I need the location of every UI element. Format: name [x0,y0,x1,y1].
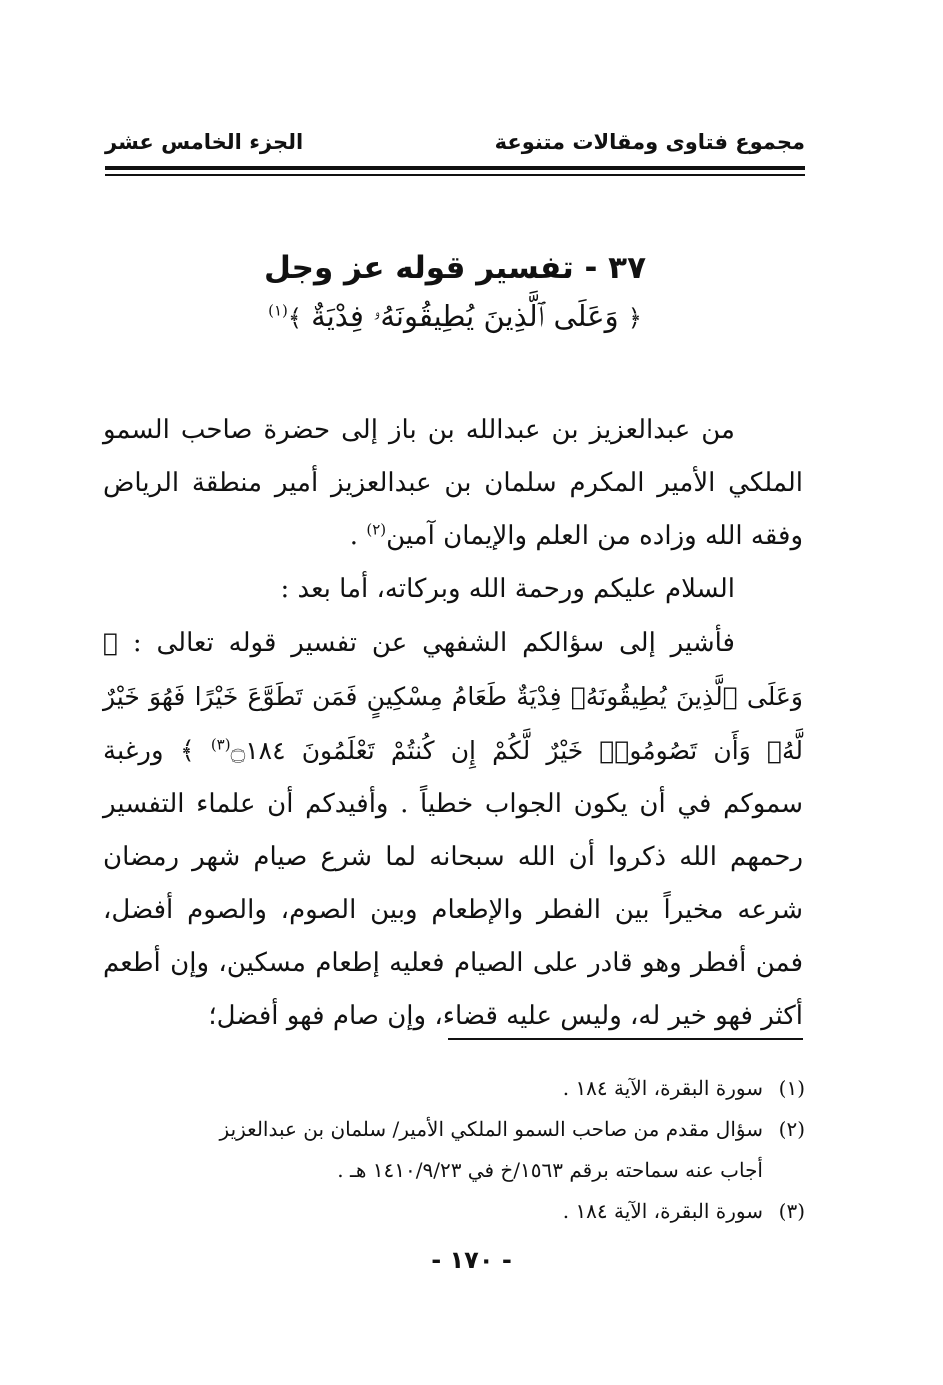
ornate-bracket-open: ﴿ [627,304,642,332]
footnote-text: سؤال مقدم من صاحب السمو الملكي الأمير/ سلمان بن عبدالعزيز [219,1117,763,1141]
footnote-marker: (٢) [366,520,387,539]
footnote [105,1191,805,1232]
quran-verse: وَعَلَى ٱلَّذِينَ يُطِيقُونَهُۥ فِدْيَةٌ طَعَامُ مِسْكِينٍ فَمَن تَطَوَّعَ خَيْرًا فَهُوَ خَيْرٌ لَّهُۥ وَأَن تَصُومُوا۟ خَيْرٌ لَّكُمْ إِن كُنتُمْ تَعْلَمُونَ [103,682,803,765]
footnote-text: أجاب عنه سماحته برقم ١٥٦٣/خ في ١٤١٠/٩/٢٣ هـ . [337,1158,763,1182]
title-verse [105,292,805,342]
ornate-bracket-close: ﴾ [287,304,302,332]
footnote [105,1068,805,1109]
title-verse-text: وَعَلَى ٱلَّذِينَ يُطِيقُونَهُۥ فِدْيَةٌ [311,299,619,333]
footnote-number: (٣) [778,1199,805,1223]
page-number: - ١٧٠ - [431,1246,512,1274]
footnote-text: سورة البقرة، الآية ١٨٤ . [562,1076,763,1100]
footnote-text: سورة البقرة، الآية ١٨٤ . [562,1199,763,1223]
header-rule [105,166,805,170]
footnote-marker: (٣) [210,735,231,754]
paragraph: السلام عليكم ورحمة الله وبركاته، أما بعد : [280,574,735,604]
running-header [105,122,805,162]
book-title: مجموع فتاوى ومقالات متنوعة [494,130,805,154]
body-text [103,404,803,1043]
ornate-bracket-open: ﴿ [103,628,119,657]
paragraph [103,404,803,563]
paragraph [103,616,803,1043]
section-heading: ٣٧ - تفسير قوله عز وجل [263,250,647,286]
paragraph-text: ورغبة سموكم في أن يكون الجواب خطياً . وأفيدكم أن علماء التفسير رحمهم الله ذكروا أن الله سبحانه لما شرع صيام شهر رمضان شرعه مخيراً بين الفطر والإطعام وبين الصوم، والصوم أفضل، فمن أفطر وهو قادر على الصيام فعليه إطعام مسكين، وإن أطعم أكثر فهو خير له، وليس عليه قضاء، وإن صام فهو أفضل؛ [103,736,803,1031]
footnote-number: (٢) [778,1117,805,1141]
volume-label: الجزء الخامس عشر [105,130,304,154]
footnote-marker: (١) [268,301,288,320]
footnote-separator [448,1038,803,1040]
section-title [105,244,805,342]
footnote [105,1109,805,1150]
paragraph-text: فأشير إلى سؤالكم الشفهي عن تفسير قوله تعالى : [118,628,735,658]
paragraph-text: من عبدالعزيز بن عبدالله بن باز إلى حضرة صاحب السمو الملكي الأمير المكرم سلمان بن عبدالعزيز أمير منطقة الرياض وفقه الله وزاده من العلم والإيمان آمين [103,415,803,551]
ornate-bracket-close: ﴾ [179,736,211,765]
footnote-continuation [105,1150,805,1191]
verse-number: ۝١٨٤ [230,736,286,765]
footnotes [105,1068,805,1232]
paragraph-end: . [349,521,367,551]
header-rule-secondary [105,174,805,176]
footnote-number: (١) [778,1076,805,1100]
